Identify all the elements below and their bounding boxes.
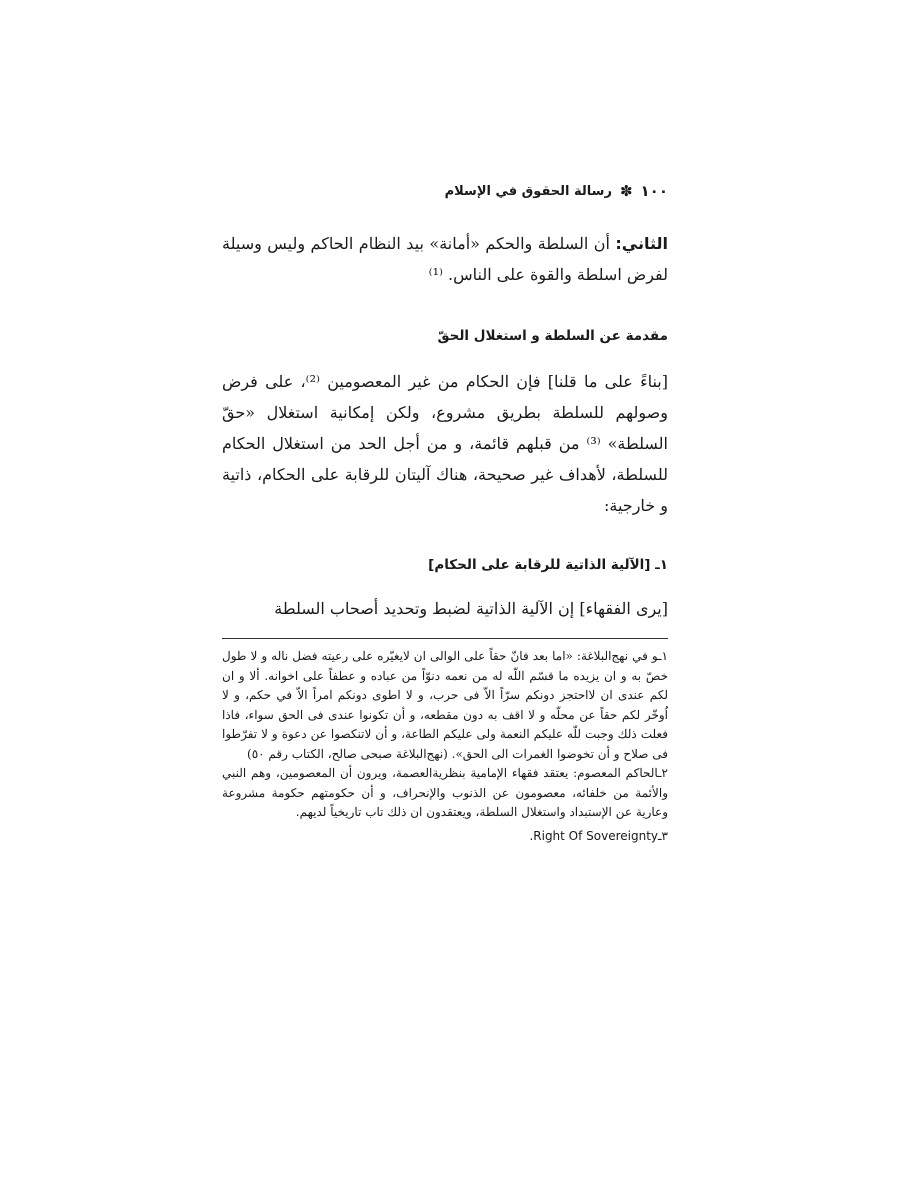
footnotes <box>222 647 668 846</box>
book-title: رسالة الحقوق في الإسلام <box>444 183 612 199</box>
running-head <box>222 178 668 204</box>
footnote-text: Right Of Sovereignty. <box>529 828 659 843</box>
second-point-text: أن السلطة والحكم «أمانة» بيد النظام الحاكم وليس وسيلة لفرض اسلطة والقوة على الناس. ⁽¹⁾ <box>222 234 668 284</box>
footnote-text: الحاكم المعصوم: يعتقد فقهاء الإمامية بنظرية‌العصمة، ويرون أن المعصومين، وهم النبي والأئمة من خلفائه، معصومون عن الذنوب والإنحراف، و أن حكومتهم حكومة مشروعة وعارية عن الإستبداد واستغلال السلطة، ويعتقدون ان ذلك تاب تاريخياً لديهم. <box>222 766 668 819</box>
book-page <box>222 178 668 858</box>
footnote-number: ١ـ <box>658 649 668 663</box>
footnote-number: ٣ـ <box>658 828 668 843</box>
section-heading: مقدمة عن السلطة و استغلال الحقّ <box>437 328 668 344</box>
footnote-number: ٢ـ <box>658 766 668 780</box>
paragraph-mechanism: [يرى الفقهاء] إن الآلية الذاتية لضبط وتحديد أصحاب السلطة <box>274 599 668 618</box>
second-point-label: الثاني: <box>615 234 668 253</box>
footnote-text: و في نهج‌البلاغة: «اما بعد فانّ حقاً على الوالى ان لايغيّره على رعيته فضل ناله و لا طول خصّ به و ان يزيده ما قسّم اللّه له من نعمه دنوّاً من عباده و عطفاً على اخوانه. ألا و ان لكم عندى ان لااحتجز دونكم سرّاً الاّ فى حرب، و لا اطوى دونكم امراً الاّ في حكم، و لا اُوخّر لكم حقاً عن محلّه و لا اقف به دون مقطعه، و أن تكونوا عندى فى الحق سواء، فاذا فعلت ذلك وجبت للّه عليكم النعمة ولى عليكم الطاعة، و أن لاتنكصوا عن دعوة و لا تفرّطوا فى صلاح و أن تخوضوا الغمرات الى الحق». (نهج‌البلاغة صبحى صالح، الكتاب رقم ٥٠) <box>222 649 668 761</box>
paragraph-intro: [بناءً على ما قلنا] فإن الحكام من غير المعصومين ⁽²⁾، على فرض وصولهم للسلطة بطريق مشروع، ولكن إمكانية استغلال «حقّ السلطة» ⁽³⁾ من قبلهم قائمة، و من أجل الحد من استغلال الحكام للسلطة، لأهداف غير صحيحة، هناك آليتان للرقابة على الحكام، ذاتية و خارجية: <box>222 372 669 515</box>
ornament-icon: ✽ <box>619 181 633 200</box>
subsection-heading: ١ـ [الآلية الذاتية للرقابة على الحكام] <box>428 557 668 573</box>
footnote-separator <box>222 638 668 639</box>
page-number: ١٠٠ <box>640 182 668 200</box>
paragraph-second-point <box>222 228 668 290</box>
footnote-2 <box>222 764 668 823</box>
footnote-1 <box>222 647 668 764</box>
footnote-3 <box>222 827 668 847</box>
